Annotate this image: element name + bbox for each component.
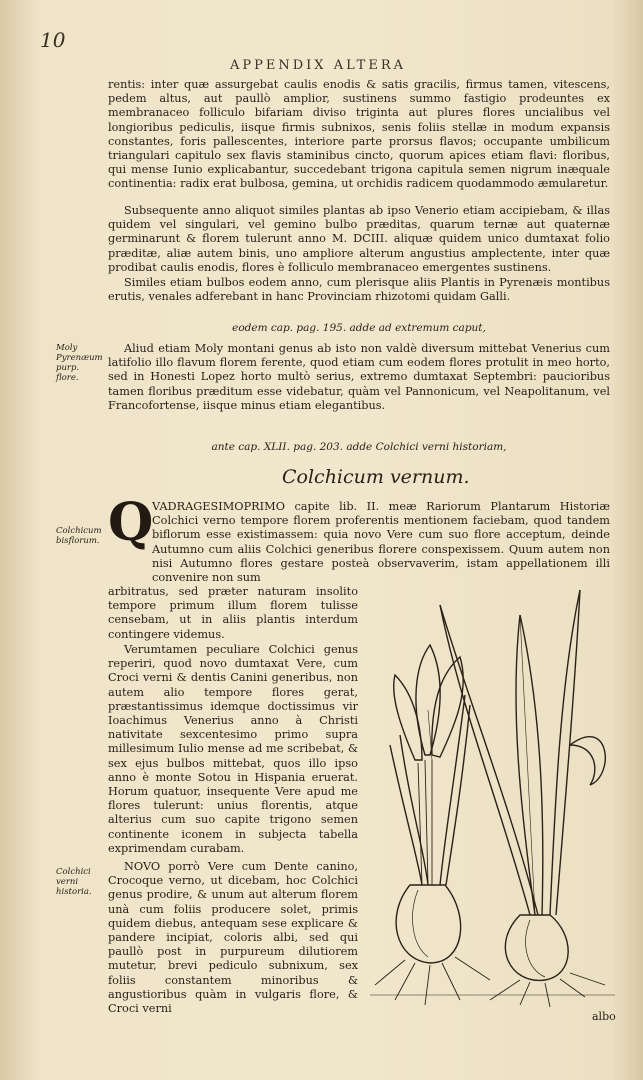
paragraph-2: Subsequente anno aliquot similes plantas ab ipso Venerio etiam accipiebam, & illas quidem vel singulari, vel gemino bulbo præditas, quarum ternæ aut quaternæ germinarunt & florem tulerunt anno M. DCIII. aliquæ quidem unico dumtaxat folio præditæ, aliæ autem binis, uno ampliore alterum angustius amplectente, inter quæ prodibat caulis enodis, flores è folliculo membranaceo emergentes sustinens.	[108, 204, 610, 274]
margin-note-historia: Colchici verni historia.	[56, 867, 92, 897]
paragraph-1: rentis: inter quæ assurgebat caulis enodis & satis gracilis, firmus tamen, vitescens, pedem altus, aut paullò amplior, sustinens summo fastigio prodeuntes ex membranaceo folliculo bifariam diviso triginta aut plures flores uncialibus vel longioribus pediculis, iisque firmis subnixos, senis foliis stellæ in modum expansis constantes, foris pallescentes, interiore parte prorsus flavos; occupante umbilicum triangulari capitulo sex flavis staminibus cincto, quorum apices etiam flavi: floribus, qui mense Iunio explicabantur, succedebant trigona capitula semen nigrum inæquale continentia: radix erat bulbosa, gemina, ut orchidis radicem quodammodo æmularetur.	[108, 78, 610, 191]
rubric-ante-cap: ante cap. XLII. pag. 203. adde Colchici verni historiam,	[211, 441, 507, 453]
colchicum-woodcut-illustration	[370, 585, 620, 1010]
paragraph-3: Similes etiam bulbos eodem anno, cum plerisque aliis Plantis in Pyrenæis montibus erutis, venales adferebant in hanc Provinciam rhizotomi quidam Galli.	[108, 276, 610, 304]
paragraph-4: Aliud etiam Moly montani genus ab isto non valdè diversum mittebat Venerius cum latifolio illo flavum florem ferente, quod etiam cum eodem flores protulit in meo horto, sed in Honesti Lopez horto multò serius, extremo dumtaxat Septembri: paucioribus tamen floribus præditum esse videbatur, quàm vel Pannonicum, vel Neapolitanum, vel Francofortense, iisque minus etiam elegantibus.	[108, 342, 610, 412]
catchword: albo	[592, 1010, 616, 1023]
rubric-eodem-cap: eodem cap. pag. 195. adde ad extremum caput,	[232, 322, 486, 334]
paragraph-7: NOVO porrò Vere cum Dente canino, Crocoque verno, ut dicebam, hoc Colchici genus prodire, & unum aut alterum florem unà cum foliis producere solet, primis quidem diebus, antequam sese explicare & pandere incipiat, coloris albi, sed qui paullò post in purpureum dilutiorem mutetur, brevi pediculo subnixum, sex foliis constantem minoribus & angustioribus quàm in vulgaris flore, & Croci verni	[108, 860, 358, 1016]
drop-cap: Q	[108, 492, 154, 553]
margin-note-moly: Moly Pyrenæum purp. flore.	[56, 343, 103, 383]
margin-note-bisflorum: Colchicum bisflorum.	[56, 526, 102, 546]
page-number: 10	[40, 28, 66, 52]
paragraph-6: Verumtamen peculiare Colchici genus reperiri, quod novo dumtaxat Vere, cum Croci verni & dentis Canini generibus, non autem alio tempore flores gerat, præstantissimus idemque doctissimus vir Ioachimus Venerius anno à Christi nativitate sexcentesimo primo supra millesimum Iulio mense ad me scribebat, & sex ejus bulbos mittebat, quos illo ipso anno è monte Sotou in Hispania eruerat. Horum quatuor, insequente Vere apud me flores tulerunt: unius florentis, atque alterius cum suo capite trigono semen continente iconem in subjecta tabella exprimendam curabam.	[108, 643, 358, 855]
section-title: Colchicum vernum.	[282, 466, 470, 488]
running-header: APPENDIX ALTERA	[230, 58, 406, 73]
paragraph-5-narrow: arbitratus, sed præter naturam insolito tempore primum illum florem tulisse censebam, ut in aliis plantis interdum contingere videmus.	[108, 585, 358, 641]
paragraph-5-full: VADRAGESIMOPRIMO capite lib. II. meæ Rariorum Plantarum Historiæ Colchici verno tempore florem proferentis mentionem faciebam, quod tandem biflorum esse existimassem: quia novo Vere cum suo flore acceptum, deinde Autumno cum aliis Colchici generibus florere conspexissem. Quum autem non nisi Autumno flores gestare posteà observaverim, istam appellationem illi convenire non sum	[152, 500, 610, 585]
